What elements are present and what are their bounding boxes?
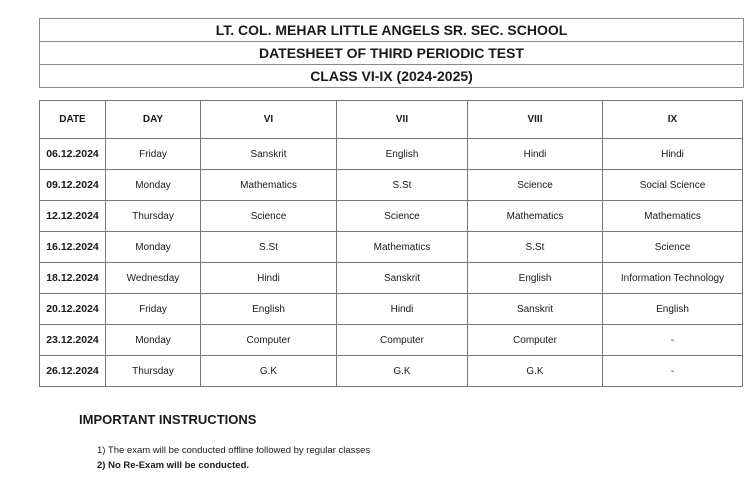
date-cell: 26.12.2024 [40,356,106,387]
col-header-date: DATE [40,101,106,139]
date-cell: 12.12.2024 [40,201,106,232]
subject-cell-vii: Science [337,201,468,232]
subject-cell-ix: Science [603,232,743,263]
col-header-viii: VIII [468,101,603,139]
header-box [39,18,744,88]
col-header-day: DAY [106,101,201,139]
day-cell: Monday [106,232,201,263]
subject-cell-ix: - [603,325,743,356]
table-row [40,139,743,170]
date-cell: 23.12.2024 [40,325,106,356]
subject-cell-viii: Hindi [468,139,603,170]
instructions-title: IMPORTANT INSTRUCTIONS [79,412,257,427]
subject-cell-viii: S.St [468,232,603,263]
subject-cell-vi: Hindi [201,263,337,294]
instruction-item-1: 1) The exam will be conducted offline followed by regular classes [97,445,371,456]
subject-cell-ix: Social Science [603,170,743,201]
subject-cell-vii: Computer [337,325,468,356]
day-cell: Friday [106,294,201,325]
col-header-ix: IX [603,101,743,139]
subject-cell-ix: - [603,356,743,387]
subject-cell-viii: English [468,263,603,294]
subject-cell-ix: Hindi [603,139,743,170]
subject-cell-viii: Sanskrit [468,294,603,325]
table-row [40,170,743,201]
subject-cell-vii: Mathematics [337,232,468,263]
day-cell: Wednesday [106,263,201,294]
table-header-row [40,101,743,139]
table-row [40,325,743,356]
date-cell: 16.12.2024 [40,232,106,263]
table-row [40,356,743,387]
subject-cell-viii: Science [468,170,603,201]
subject-cell-vii: English [337,139,468,170]
date-cell: 06.12.2024 [40,139,106,170]
day-cell: Thursday [106,201,201,232]
subject-cell-ix: English [603,294,743,325]
subject-cell-vii: Hindi [337,294,468,325]
date-cell: 09.12.2024 [40,170,106,201]
subject-cell-vii: Sanskrit [337,263,468,294]
instruction-item-2: 2) No Re-Exam will be conducted. [97,460,250,471]
subject-cell-vii: S.St [337,170,468,201]
day-cell: Friday [106,139,201,170]
subject-cell-vi: Computer [201,325,337,356]
day-cell: Monday [106,170,201,201]
class-line: CLASS VI-IX (2024-2025) [310,68,473,84]
subject-cell-vi: English [201,294,337,325]
subject-cell-vi: G.K [201,356,337,387]
day-cell: Thursday [106,356,201,387]
date-cell: 20.12.2024 [40,294,106,325]
subject-cell-vi: Mathematics [201,170,337,201]
table-row [40,201,743,232]
col-header-vii: VII [337,101,468,139]
subject-cell-viii: G.K [468,356,603,387]
datesheet-title: DATESHEET OF THIRD PERIODIC TEST [40,42,743,65]
subject-cell-ix: Mathematics [603,201,743,232]
subject-cell-viii: Computer [468,325,603,356]
day-cell: Monday [106,325,201,356]
subject-cell-viii: Mathematics [468,201,603,232]
datesheet-table [39,100,743,387]
subject-cell-vi: S.St [201,232,337,263]
subject-cell-vi: Science [201,201,337,232]
table-row [40,232,743,263]
col-header-vi: VI [201,101,337,139]
subject-cell-vi: Sanskrit [201,139,337,170]
table-row [40,263,743,294]
subject-cell-ix: Information Technology [603,263,743,294]
subject-cell-vii: G.K [337,356,468,387]
table-row [40,294,743,325]
date-cell: 18.12.2024 [40,263,106,294]
school-name: LT. COL. MEHAR LITTLE ANGELS SR. SEC. SCHOOL [40,19,743,42]
